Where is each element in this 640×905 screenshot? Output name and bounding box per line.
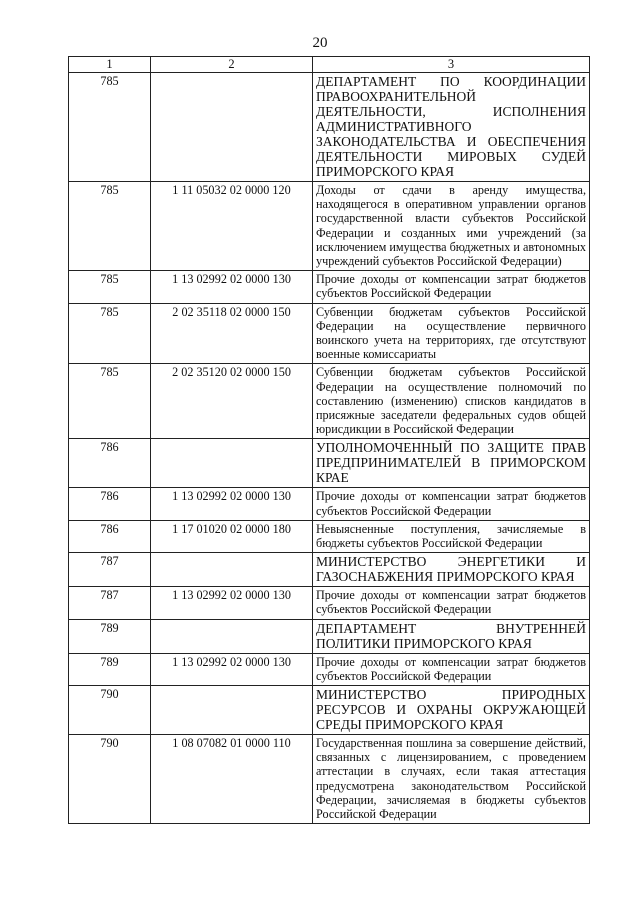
table-header-row xyxy=(69,57,590,73)
revenue-code-cell xyxy=(151,686,313,735)
table-row xyxy=(69,303,590,364)
revenue-code-cell: 1 08 07082 01 0000 110 xyxy=(151,735,313,824)
table-row xyxy=(69,520,590,552)
table-row xyxy=(69,488,590,520)
table-row-department xyxy=(69,553,590,587)
revenue-name-cell: Субвенции бюджетам субъектов Российской Федерации на осуществление первичного воинского учета на территориях, где отсутствуют военные комиссариаты xyxy=(313,303,590,364)
admin-code-cell: 785 xyxy=(69,73,151,182)
table-row-department xyxy=(69,439,590,488)
revenue-code-cell xyxy=(151,619,313,653)
revenue-code-cell: 1 13 02992 02 0000 130 xyxy=(151,653,313,685)
admin-code-cell: 789 xyxy=(69,619,151,653)
table-row xyxy=(69,587,590,619)
page-number: 20 xyxy=(312,35,328,51)
revenue-name-cell: Прочие доходы от компенсации затрат бюджетов субъектов Российской Федерации xyxy=(313,271,590,303)
revenue-code-cell: 2 02 35118 02 0000 150 xyxy=(151,303,313,364)
revenue-code-cell xyxy=(151,553,313,587)
admin-code-cell: 786 xyxy=(69,488,151,520)
admin-code-cell: 787 xyxy=(69,553,151,587)
department-name-cell: ДЕПАРТАМЕНТ ВНУТРЕННЕЙ ПОЛИТИКИ ПРИМОРСКОГО КРАЯ xyxy=(313,619,590,653)
revenue-name-cell: Невыясненные поступления, зачисляемые в бюджеты субъектов Российской Федерации xyxy=(313,520,590,552)
admin-code-cell: 785 xyxy=(69,303,151,364)
table-row xyxy=(69,735,590,824)
table-row xyxy=(69,364,590,439)
column-header-2: 2 xyxy=(151,57,313,73)
revenue-name-cell: Прочие доходы от компенсации затрат бюджетов субъектов Российской Федерации xyxy=(313,653,590,685)
revenue-code-cell xyxy=(151,439,313,488)
revenue-code-cell: 2 02 35120 02 0000 150 xyxy=(151,364,313,439)
table-row xyxy=(69,653,590,685)
revenue-code-cell: 1 17 01020 02 0000 180 xyxy=(151,520,313,552)
table-row xyxy=(69,271,590,303)
table-row-department xyxy=(69,686,590,735)
admin-code-cell: 785 xyxy=(69,182,151,271)
department-name-cell: УПОЛНОМОЧЕННЫЙ ПО ЗАЩИТЕ ПРАВ ПРЕДПРИНИМАТЕЛЕЙ В ПРИМОРСКОМ КРАЕ xyxy=(313,439,590,488)
department-name-cell: МИНИСТЕРСТВО ЭНЕРГЕТИКИ И ГАЗОСНАБЖЕНИЯ ПРИМОРСКОГО КРАЯ xyxy=(313,553,590,587)
budget-revenue-table xyxy=(68,56,590,824)
revenue-code-cell xyxy=(151,73,313,182)
revenue-name-cell: Доходы от сдачи в аренду имущества, находящегося в оперативном управлении органов государственной власти субъектов Российской Федерации и созданных ими учреждений (за исключением имущества бюджетных и автономных учреждений субъектов Российской Федерации) xyxy=(313,182,590,271)
admin-code-cell: 786 xyxy=(69,439,151,488)
admin-code-cell: 785 xyxy=(69,364,151,439)
table-row-department xyxy=(69,73,590,182)
table-body xyxy=(69,57,590,824)
revenue-name-cell: Государственная пошлина за совершение действий, связанных с лицензированием, с проведением аттестации в случаях, если такая аттестация предусмотрена законодательством Российской Федерации, зачисляемая в бюджеты субъектов Российской Федерации xyxy=(313,735,590,824)
revenue-code-cell: 1 13 02992 02 0000 130 xyxy=(151,488,313,520)
revenue-code-cell: 1 13 02992 02 0000 130 xyxy=(151,271,313,303)
revenue-name-cell: Субвенции бюджетам субъектов Российской Федерации на осуществление полномочий по составлению (изменению) списков кандидатов в присяжные заседатели федеральных судов общей юрисдикции в Российской Федерации xyxy=(313,364,590,439)
admin-code-cell: 785 xyxy=(69,271,151,303)
department-name-cell: МИНИСТЕРСТВО ПРИРОДНЫХ РЕСУРСОВ И ОХРАНЫ ОКРУЖАЮЩЕЙ СРЕДЫ ПРИМОРСКОГО КРАЯ xyxy=(313,686,590,735)
revenue-code-cell: 1 13 02992 02 0000 130 xyxy=(151,587,313,619)
admin-code-cell: 790 xyxy=(69,735,151,824)
admin-code-cell: 787 xyxy=(69,587,151,619)
admin-code-cell: 789 xyxy=(69,653,151,685)
admin-code-cell: 786 xyxy=(69,520,151,552)
column-header-1: 1 xyxy=(69,57,151,73)
table-row-department xyxy=(69,619,590,653)
column-header-3: 3 xyxy=(313,57,590,73)
revenue-name-cell: Прочие доходы от компенсации затрат бюджетов субъектов Российской Федерации xyxy=(313,587,590,619)
revenue-code-cell: 1 11 05032 02 0000 120 xyxy=(151,182,313,271)
admin-code-cell: 790 xyxy=(69,686,151,735)
table-row xyxy=(69,182,590,271)
revenue-name-cell: Прочие доходы от компенсации затрат бюджетов субъектов Российской Федерации xyxy=(313,488,590,520)
department-name-cell: ДЕПАРТАМЕНТ ПО КООРДИНАЦИИ ПРАВООХРАНИТЕЛЬНОЙ ДЕЯТЕЛЬНОСТИ, ИСПОЛНЕНИЯ АДМИНИСТРАТИВНОГО ЗАКОНОДАТЕЛЬСТВА И ОБЕСПЕЧЕНИЯ ДЕЯТЕЛЬНОСТИ МИРОВЫХ СУДЕЙ ПРИМОРСКОГО КРАЯ xyxy=(313,73,590,182)
